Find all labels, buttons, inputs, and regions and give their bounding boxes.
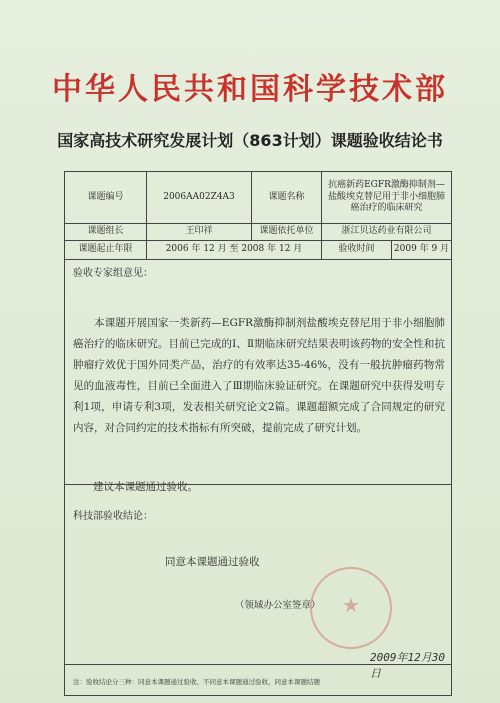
project-name-value: 抗癌新药EGFR激酶抑制剂—盐酸埃克替尼用于非小细胞肺癌治疗的临床研究 bbox=[327, 179, 445, 214]
ministry-heading: 中华人民共和国科学技术部 bbox=[52, 72, 448, 107]
project-name-label: 课题名称 bbox=[252, 172, 322, 223]
trial-date-value: 2009 年 9 月 bbox=[393, 243, 450, 254]
acceptance-form bbox=[64, 171, 452, 696]
ministry-agree-text: 同意本课题通过验收 bbox=[165, 556, 260, 568]
footnote: 注：验收结论分三种：同意本课题通过验收、不同意本课题通过验收、同意本课题结题 bbox=[73, 678, 320, 686]
form-row-period bbox=[65, 240, 451, 260]
leader-value: 王印祥 bbox=[147, 223, 252, 240]
form-row-project bbox=[65, 172, 451, 224]
project-no-label: 课题编号 bbox=[65, 172, 147, 223]
footnote-divider bbox=[65, 664, 451, 665]
document-title: 国家高技术研究发展计划（863计划）课题验收结论书 bbox=[57, 131, 443, 150]
ministry-conclusion-label: 科技部验收结论： bbox=[73, 511, 153, 522]
form-row-leader bbox=[65, 223, 451, 241]
expert-suggestion: 建议本课题通过验收。 bbox=[93, 481, 198, 493]
ministry-conclusion-section bbox=[65, 484, 451, 665]
unit-label: 课题依托单位 bbox=[252, 223, 322, 240]
period-value: 2006 年 12 月 至 2008 年 12 月 bbox=[147, 240, 322, 259]
leader-label: 课题组长 bbox=[65, 223, 147, 240]
expert-opinion-label: 验收专家组意见： bbox=[73, 268, 153, 279]
period-label: 课题起止年限 bbox=[65, 240, 147, 259]
unit-value: 浙江贝达药业有限公司 bbox=[341, 225, 432, 236]
trial-label: 验收时间 bbox=[322, 240, 392, 259]
official-seal bbox=[310, 567, 392, 649]
project-no-value: 2006AA02Z4A3 bbox=[147, 172, 252, 223]
signature-date: 2009年12月30日 bbox=[370, 651, 445, 680]
expert-opinion-text: 本课题开展国家一类新药—EGFR激酶抑制剂盐酸埃克替尼用于非小细胞肺癌治疗的临床研究。目前已完成的Ⅰ、Ⅱ期临床研究结果表明该药物的安全性和抗肿瘤疗效优于国外同类产品，治疗的有效率达35-46%，没有一般抗肿瘤药物常见的血液毒性，目前已全面进入了Ⅲ期临床验证研究。在课题研究中获得发明专利1项，申请专利3项，发表相关研究论文2篇。课题超额完成了合同规定的研究内容，对合同约定的技术指标有所突破，提前完成了研究计划。 bbox=[73, 317, 445, 434]
seal-star-icon: ★ bbox=[342, 593, 360, 617]
seal-note: （领域办公室签章） bbox=[235, 600, 321, 611]
